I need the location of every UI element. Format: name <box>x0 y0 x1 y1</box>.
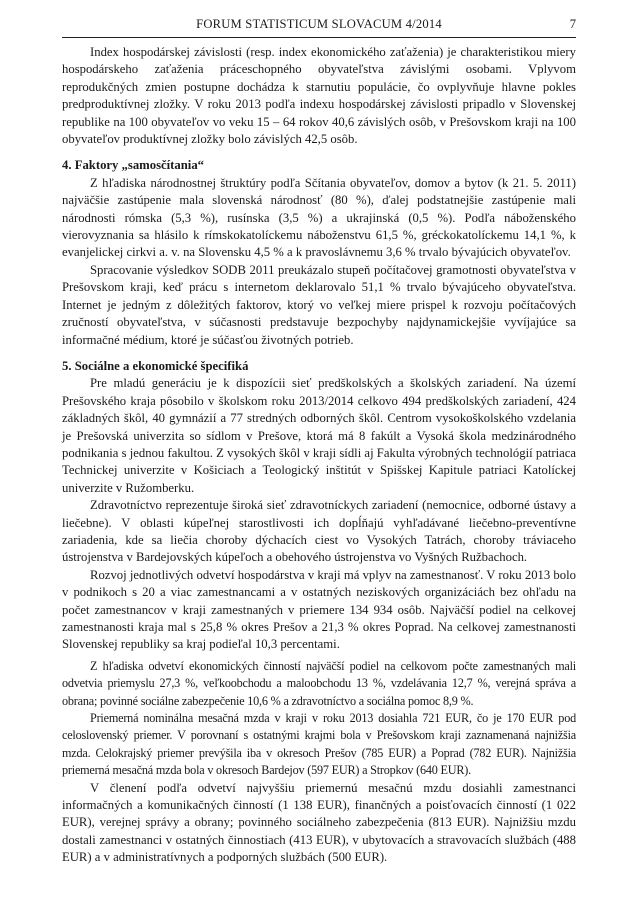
section-5-heading: 5. Sociálne a ekonomické špecifiká <box>62 358 249 373</box>
section-5-paragraph-2: Zdravotníctvo reprezentuje široká sieť zdravotníckych zariadení (nemocnice, odborné ústavy a liečebne). V oblasti kúpeľnej starostlivosti ich dopĺňajú vyhľadávané liečebno-preventívne zariadenia, kde sa liečia choroby dýchacích ciest vo Vysokých Tatrách, choroby tráviaceho ústrojenstva v Bardejovských kúpeľoch a obehového ústrojenstva vo Vyšných Ružbachoch. <box>62 498 576 565</box>
header-rule <box>62 37 576 38</box>
page-body <box>62 44 576 867</box>
section-5-paragraph-4: Z hľadiska odvetví ekonomických činností najväčší podiel na celkovom počte zamestnaných mali odvetvia priemyslu 27,3 %, veľkoobchodu a maloobchodu 13 %, vzdelávania 12,7 %, verejná správa a obrana; povinné sociálne zabezpečenie 10,6 % a zdravotníctvo a sociálna pomoc 8,9 %. <box>62 658 576 708</box>
section-5-paragraph-3: Rozvoj jednotlivých odvetví hospodárstva v kraji má vplyv na zamestnanosť. V roku 2013 bolo v podnikoch s 20 a viac zamestnancami a v ostatných neziskových organizáciách bez ohľadu na počet zamestnancov v kraji zamestnaných v priemere 134 934 osôb. Najväčší podiel na celkovej zamestnanosti kraja mal s 25,8 % okres Prešov a 21,3 % okres Poprad. Na celkovej zamestnanosti Slovenskej republiky sa kraj podieľal 10,3 percentami. <box>62 567 576 652</box>
section-4-paragraph-1: Z hľadiska národnostnej štruktúry podľa Sčítania obyvateľov, domov a bytov (k 21. 5. 2011) najväčšie zastúpenie mala slovenská národnosť (80 %), ďalej podstatnejšie zastúpenie mali národnosti rómska (5,3 %), rusínska (3,5 %) a ukrajinská (0,5 %). Podľa náboženského vierovyznania sa hlásilo k rímskokatolíckemu náboženstvu 61,5 %, gréckokatolíckemu 14,1 %, k evanjelickej cirkvi a. v. na Slovensku 4,5 % a k pravoslávnemu 3,6 % trvalo bývajúcich obyvateľov. <box>62 175 576 260</box>
section-4-paragraph-2: Spracovanie výsledkov SODB 2011 preukázalo stupeň počítačovej gramotnosti obyvateľstva v Prešovskom kraji, keď prácu s internetom deklarovalo 51,1 % trvalo bývajúceho obyvateľstva. Internet je jedným z dôležitých faktorov, ktorý vo veľkej miere prispel k rozvoju počítačových zručností obyvateľstva, v súčasnosti predstavuje bezpochyby najdynamickejšie vyvíjajúce sa informačné médium, ktoré je súčasťou životných potrieb. <box>62 262 576 347</box>
section-5-paragraph-5: Priemerná nominálna mesačná mzda v kraji v roku 2013 dosiahla 721 EUR, čo je 170 EUR pod celoslovenský priemer. V porovnaní s ostatnými krajmi bola v Prešovskom kraji zaznamenaná najnižšia mzda. Celokrajský priemer prevýšila iba v okresoch Prešov (785 EUR) a Poprad (782 EUR). Najnižšia priemerná mesačná mzda bola v okresoch Bardejov (597 EUR) a Stropkov (640 EUR). <box>62 711 576 778</box>
journal-title: FORUM STATISTICUM SLOVACUM 4/2014 <box>196 17 442 31</box>
section-5-paragraph-1: Pre mladú generáciu je k dispozícii sieť predškolských a školských zariadení. Na území Prešovského kraja pôsobilo v školskom roku 2013/2014 celkovo 494 predškolských zariadení, 424 základných škôl, 40 gymnázií a 77 stredných odborných škôl. Centrom vysokoškolského vzdelania je Prešovská univerzita so sídlom v Prešove, ktorá má 8 fakúlt a Vysoká škola medzinárodného podnikania s jednou fakultou. Z vysokých škôl v kraji sídli aj Fakulta výrobných technológií patriaca Technickej univerzite v Košiciach a Teologický inštitút v Spišskej Kapitule patriaci Katolíckej univerzite v Ružomberku. <box>62 376 576 495</box>
page-header <box>62 17 576 37</box>
section-5-paragraph-6: V členení podľa odvetví najvyššiu priemernú mesačnú mzdu dosiahli zamestnanci informačných a komunikačných činností (1 138 EUR), finančných a poisťovacích činností (1 022 EUR), verejnej správy a obrany; povinného sociálneho zabezpečenia (813 EUR). Najnižšiu mzdu dostali zamestnanci v ostatných činnostiach (413 EUR), v ubytovacích a stravovacích službách (488 EUR) a v administratívnych a podporných službách (500 EUR). <box>62 780 576 865</box>
intro-paragraph: Index hospodárskej závislosti (resp. index ekonomického zaťaženia) je charakteristikou miery hospodárskeho zaťaženia práceschopného obyvateľstva závislými osobami. Vplyvom reprodukčných zmien postupne dochádza k starnutiu populácie, čo ovplyvňuje hlavne pokles predproduktívnej zložky. V roku 2013 podľa indexu hospodárskej závislosti pripadlo v Slovenskej republike na 100 obyvateľov vo veku 15 – 64 rokov 40,6 závislých osôb, v Prešovskom kraji na 100 obyvateľov produktívnej zložky bolo závislých 42,5 osôb. <box>62 45 576 147</box>
page-number: 7 <box>569 17 576 31</box>
section-4-heading: 4. Faktory „samosčítania“ <box>62 158 205 173</box>
